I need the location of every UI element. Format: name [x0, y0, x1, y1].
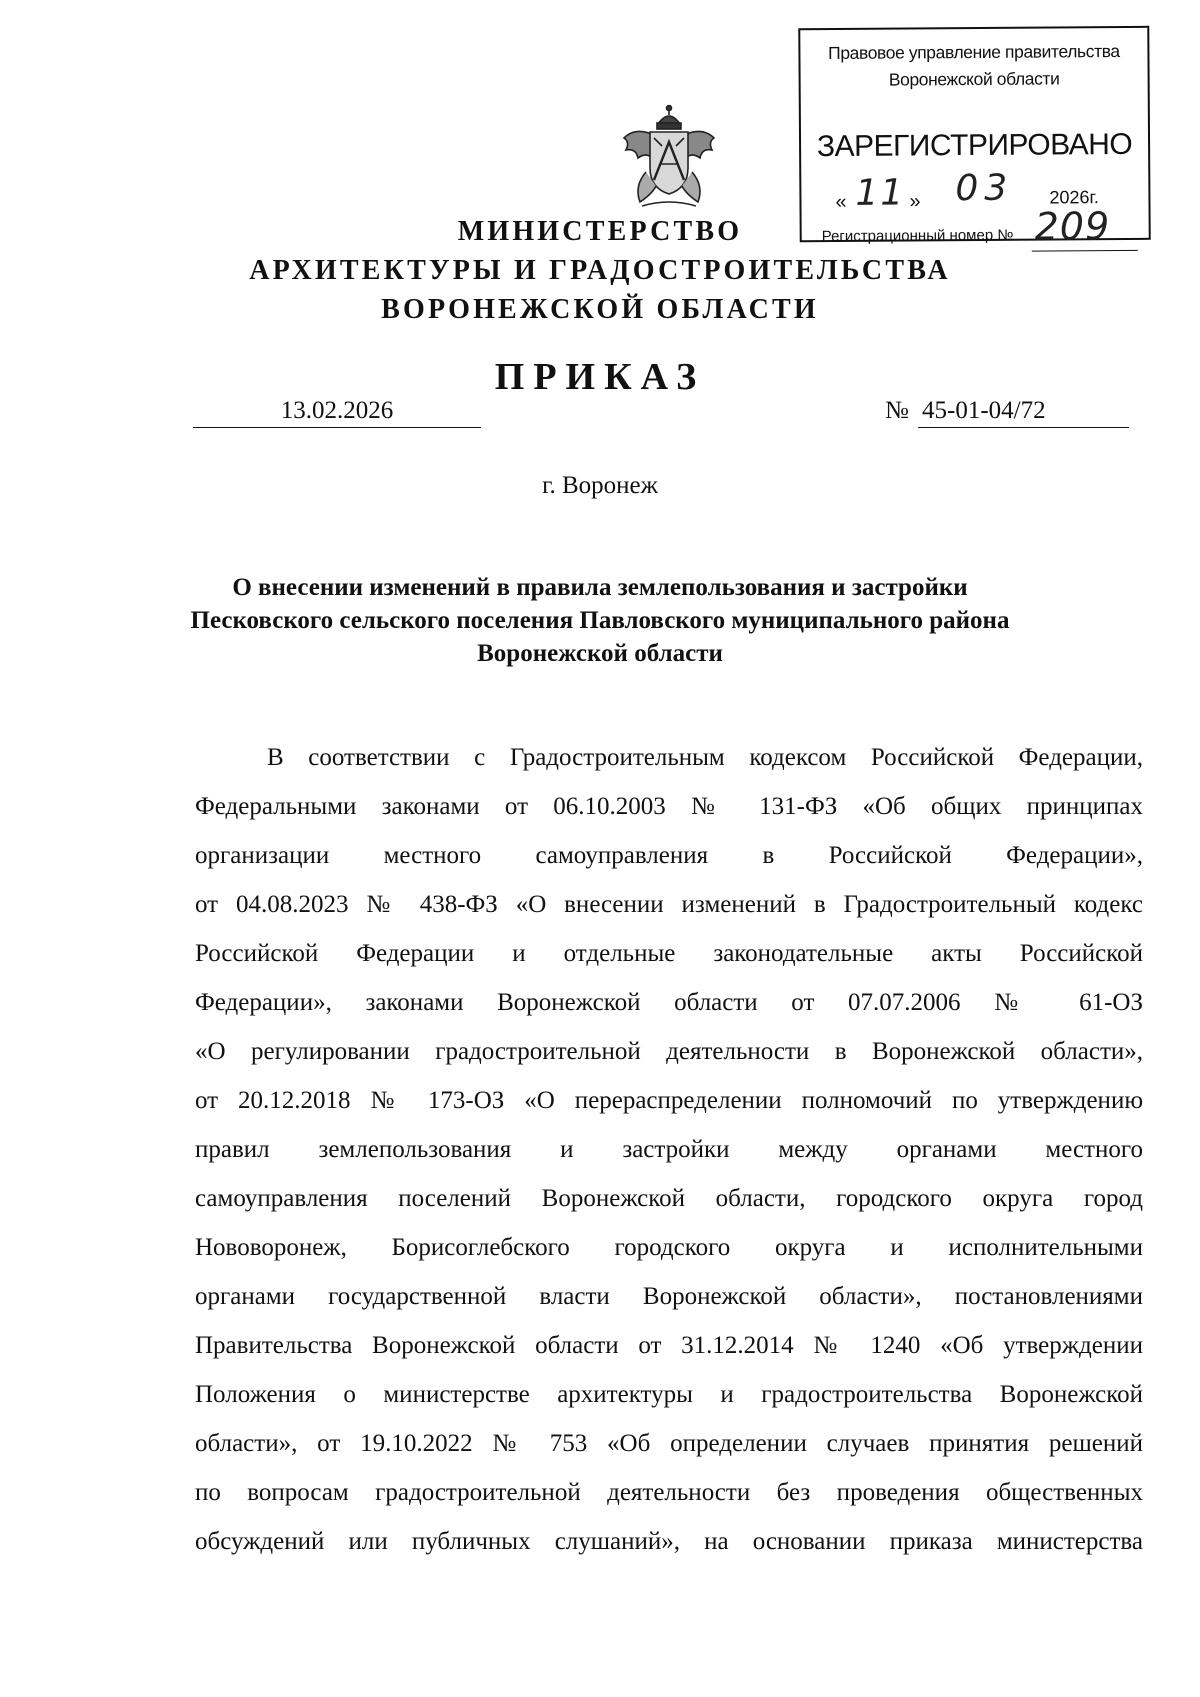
- body-line: обсуждений или публичных слушаний», на основании приказа министерства: [195, 1528, 1143, 1555]
- body-line: Нововоронеж, Борисоглебского городского округа и исполнительными: [195, 1234, 1143, 1261]
- body-line: Правительства Воронежской области от 31.12.2014 № 1240 «Об утверждении: [195, 1332, 1143, 1359]
- body-line: «О регулировании градостроительной деятельности в Воронежской области»,: [195, 1038, 1143, 1065]
- body-line: правил землепользования и застройки между органами местного: [195, 1136, 1143, 1163]
- stamp-reg-number: 209: [1034, 204, 1111, 249]
- stamp-month: 03: [955, 167, 1014, 210]
- order-number: 45-01-04/72: [918, 395, 1129, 428]
- stamp-open-quote: «: [835, 190, 847, 213]
- body-line: Федерации», законами Воронежской области от 07.07.2006 № 61-ОЗ: [195, 989, 1143, 1016]
- order-date: 13.02.2026: [193, 395, 481, 428]
- voronezh-coat-of-arms-icon: [616, 102, 722, 212]
- city: г. Воронеж: [542, 472, 658, 499]
- stamp-status: ЗАРЕГИСТРИРОВАНО: [816, 127, 1133, 164]
- stamp-year: 2026г.: [1049, 187, 1099, 208]
- stamp-close-quote: »: [909, 190, 921, 213]
- body-line: Федеральными законами от 06.10.2003 № 131-ФЗ «Об общих принципах: [195, 793, 1143, 820]
- body-line: от 04.08.2023 № 438-ФЗ «О внесении изменений в Градостроительный кодекс: [195, 891, 1143, 918]
- stamp-department: [800, 38, 1147, 94]
- subject-line: Песковского сельского поселения Павловского муниципального района: [190, 607, 1010, 634]
- subject-line: О внесении изменений в правила землепользования и застройки: [232, 574, 968, 601]
- ministry-line-3: ВОРОНЕЖСКОЙ ОБЛАСТИ: [381, 294, 819, 325]
- body-line: по вопросам градостроительной деятельности без проведения общественных: [195, 1479, 1143, 1506]
- stamp-day: 11: [855, 172, 906, 214]
- document-type-title: ПРИКАЗ: [494, 356, 706, 398]
- ministry-line-1: МИНИСТЕРСТВО: [457, 216, 743, 247]
- ministry-line-2: АРХИТЕКТУРЫ И ГРАДОСТРОИТЕЛЬСТВА: [249, 255, 951, 286]
- order-number-label: №: [885, 397, 909, 424]
- stamp-reg-label: Регистрационный номер №: [821, 226, 1014, 246]
- order-body-text: [195, 733, 1143, 1566]
- order-subject: [160, 571, 1040, 670]
- stamp-department-line-1: Правовое управление правительства: [828, 40, 1120, 64]
- subject-line: Воронежской области: [477, 640, 723, 667]
- body-line: организации местного самоуправления в Российской Федерации»,: [195, 842, 1143, 869]
- registration-stamp: [798, 26, 1150, 249]
- body-line: самоуправления поселений Воронежской области, городского округа город: [195, 1185, 1143, 1212]
- body-line: области», от 19.10.2022 № 753 «Об определении случаев принятия решений: [195, 1430, 1143, 1457]
- body-line: В соответствии с Градостроительным кодексом Российской Федерации,: [267, 744, 1143, 771]
- body-line: Положения о министерстве архитектуры и градостроительства Воронежской: [195, 1381, 1143, 1408]
- body-line: органами государственной власти Воронежской области», постановлениями: [195, 1283, 1143, 1310]
- body-line: Российской Федерации и отдельные законодательные акты Российской: [195, 940, 1143, 967]
- stamp-department-line-2: Воронежской области: [888, 68, 1060, 90]
- body-line: от 20.12.2018 № 173-ОЗ «О перераспределении полномочий по утверждению: [195, 1087, 1143, 1114]
